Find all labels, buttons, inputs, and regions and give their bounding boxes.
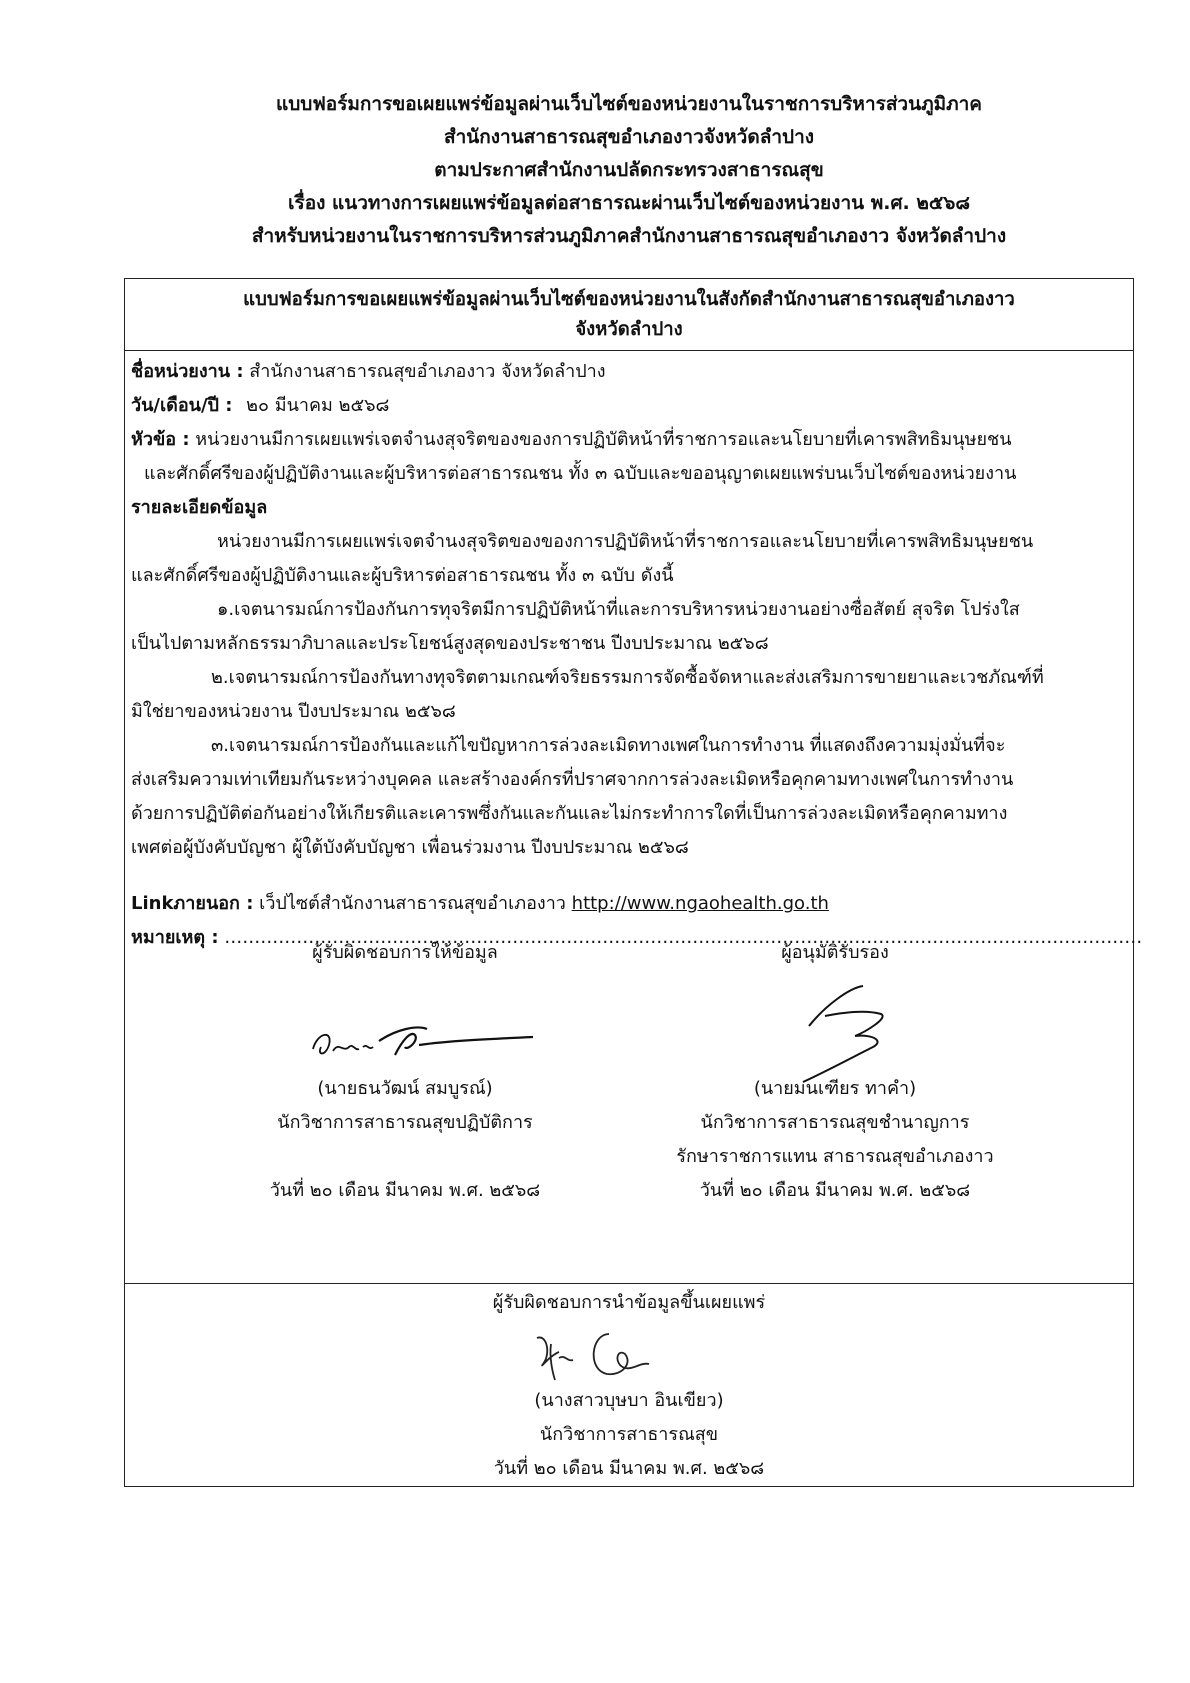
informant-position: นักวิชาการสาธารณสุขปฏิบัติการ (277, 1112, 533, 1133)
item2-line-1: ๒.เจตนารมณ์การป้องกันทางทุจริตตามเกณฑ์จริยธรรมการจัดซื้อจัดหาและส่งเสริมการขายยาและเวชภัณฑ์ที่ (211, 667, 1044, 688)
publisher-section (125, 1284, 1133, 1486)
approver-position: นักวิชาการสาธารณสุขชำนาญการ (700, 1112, 970, 1133)
publisher-position: นักวิชาการสาธารณสุข (539, 1424, 719, 1445)
unit-label: ชื่อหน่วยงาน : (131, 361, 244, 382)
remark-value: ……………………………………………………………………………………………………………………………………… (224, 927, 1143, 948)
external-link-label: Linkภายนอก : (131, 893, 254, 914)
item3-line-2: ส่งเสริมความเท่าเทียมกันระหว่างบุคคล และสร้างองค์กรที่ปราศจากการล่วงละเมิดหรือคุกคามทางเพศในการทำงาน (131, 769, 1014, 790)
remark-label: หมายเหตุ : (131, 927, 219, 948)
publisher-heading: ผู้รับผิดชอบการนำข้อมูลขึ้นเผยแพร่ (492, 1292, 766, 1313)
header-line-3: ตามประกาศสำนักงานปลัดกระทรวงสาธารณสุข (434, 159, 824, 181)
external-link-text: เว็ปไซต์สำนักงานสาธารณสุขอำเภองาว (259, 893, 566, 914)
topic-line-1: หน่วยงานมีการเผยแพร่เจตจำนงสุจริตของของการปฏิบัติหน้าที่ราชการอและนโยบายที่เคารพสิทธิมนุษยชน (195, 429, 1012, 450)
details-heading: รายละเอียดข้อมูล (131, 497, 268, 518)
external-link-row (131, 887, 1125, 921)
item2-line-2: มิใช่ยาของหน่วยงาน ปีงบประมาณ ๒๕๖๘ (131, 701, 456, 722)
form-title-line-2: จังหวัดลำปาง (575, 319, 683, 340)
approver-name: (นายมนเฑียร ทาคำ) (753, 1078, 917, 1099)
approver-signature (785, 976, 905, 1086)
publisher-name: (นางสาวบุษบา อินเขียว) (534, 1390, 724, 1411)
item1-line-2: เป็นไปตามหลักธรรมาภิบาลและประโยชน์สูงสุดของประชาชน ปีงบประมาณ ๒๕๖๘ (131, 633, 769, 654)
form-title (125, 279, 1133, 351)
signature-block-publisher (125, 1286, 1133, 1486)
informant-heading: ผู้รับผิดชอบการให้ข้อมูล (312, 942, 498, 963)
document-header (124, 88, 1134, 253)
unit-row (131, 355, 1125, 389)
topic-row (131, 423, 1125, 457)
topic-line-2: และศักดิ์ศรีของผู้ปฏิบัติงานและผู้บริหารต่อสาธารณชน ทั้ง ๓ ฉบับและขออนุญาตเผยแพร่บนเว็บไซต์ของหน่วยงาน (144, 463, 1017, 484)
item3-line-1: ๓.เจตนารมณ์การป้องกันและแก้ไขปัญหาการล่วงละเมิดทางเพศในการทำงาน ที่แสดงถึงความมุ่งมั่นที่จะ (211, 735, 1006, 756)
details-intro-line-1: หน่วยงานมีการเผยแพร่เจตจำนงสุจริตของของการปฏิบัติหน้าที่ราชการอและนโยบายที่เคารพสิทธิมนุษยชน (217, 531, 1034, 552)
approver-date: วันที่ ๒๐ เดือน มีนาคม พ.ศ. ๒๕๖๘ (699, 1180, 971, 1201)
publisher-signature (529, 1324, 659, 1386)
form-title-line-1: แบบฟอร์มการขอเผยแพร่ข้อมูลผ่านเว็บไซต์ของหน่วยงานในสังกัดสำนักงานสาธารณสุขอำเภองาว (243, 289, 1015, 310)
header-line-2: สำนักงานสาธารณสุขอำเภองาวจังหวัดลำปาง (443, 126, 815, 148)
item3-line-4: เพศต่อผู้บังคับบัญชา ผู้ใต้บังคับบัญชา เพื่อนร่วมงาน ปีงบประมาณ ๒๕๖๘ (131, 837, 689, 858)
item1-line-1: ๑.เจตนารมณ์การป้องกันการทุจริตมีการปฏิบัติหน้าที่และการบริหารหน่วยงานอย่างซื่อสัตย์ สุจริต โปร่งใส (217, 599, 1020, 620)
informant-name: (นายธนวัฒน์ สมบูรณ์) (317, 1078, 493, 1099)
header-line-4: เรื่อง แนวทางการเผยแพร่ข้อมูลต่อสาธารณะผ่านเว็บไซต์ของหน่วยงาน พ.ศ. ๒๕๖๘ (288, 192, 970, 214)
date-value: ๒๐ มีนาคม ๒๕๖๘ (246, 395, 390, 416)
header-line-5: สำหรับหน่วยงานในราชการบริหารส่วนภูมิภาคสำนักงานสาธารณสุขอำเภองาว จังหวัดลำปาง (251, 225, 1007, 247)
date-label: วัน/เดือน/ปี : (131, 395, 233, 416)
publisher-date: วันที่ ๒๐ เดือน มีนาคม พ.ศ. ๒๕๖๘ (493, 1458, 765, 1479)
topic-label: หัวข้อ : (131, 429, 190, 450)
item3-line-3: ด้วยการปฏิบัติต่อกันอย่างให้เกียรติและเคารพซึ่งกันและกันและไม่กระทำการใดที่เป็นการล่วงละเมิดหรือคุกคามทาง (131, 803, 1008, 824)
approver-acting: รักษาราชการแทน สาธารณสุขอำเภองาว (676, 1146, 994, 1167)
external-link-url[interactable]: http://www.ngaohealth.go.th (571, 893, 829, 914)
details-intro-line-2: และศักดิ์ศรีของผู้ปฏิบัติงานและผู้บริหารต่อสาธารณชน ทั้ง ๓ ฉบับ ดังนี้ (131, 565, 674, 586)
form-body (125, 351, 1143, 1284)
approver-heading: ผู้อนุมัติรับรอง (781, 942, 889, 963)
informant-date: วันที่ ๒๐ เดือน มีนาคม พ.ศ. ๒๕๖๘ (269, 1180, 541, 1201)
date-row (131, 389, 1125, 423)
informant-signature (307, 1011, 537, 1071)
form-frame (124, 278, 1143, 1487)
header-line-1: แบบฟอร์มการขอเผยแพร่ข้อมูลผ่านเว็บไซต์ของหน่วยงานในราชการบริหารส่วนภูมิภาค (275, 93, 983, 115)
unit-value: สำนักงานสาธารณสุขอำเภองาว จังหวัดลำปาง (249, 361, 606, 382)
signature-block-informant (235, 936, 575, 1208)
